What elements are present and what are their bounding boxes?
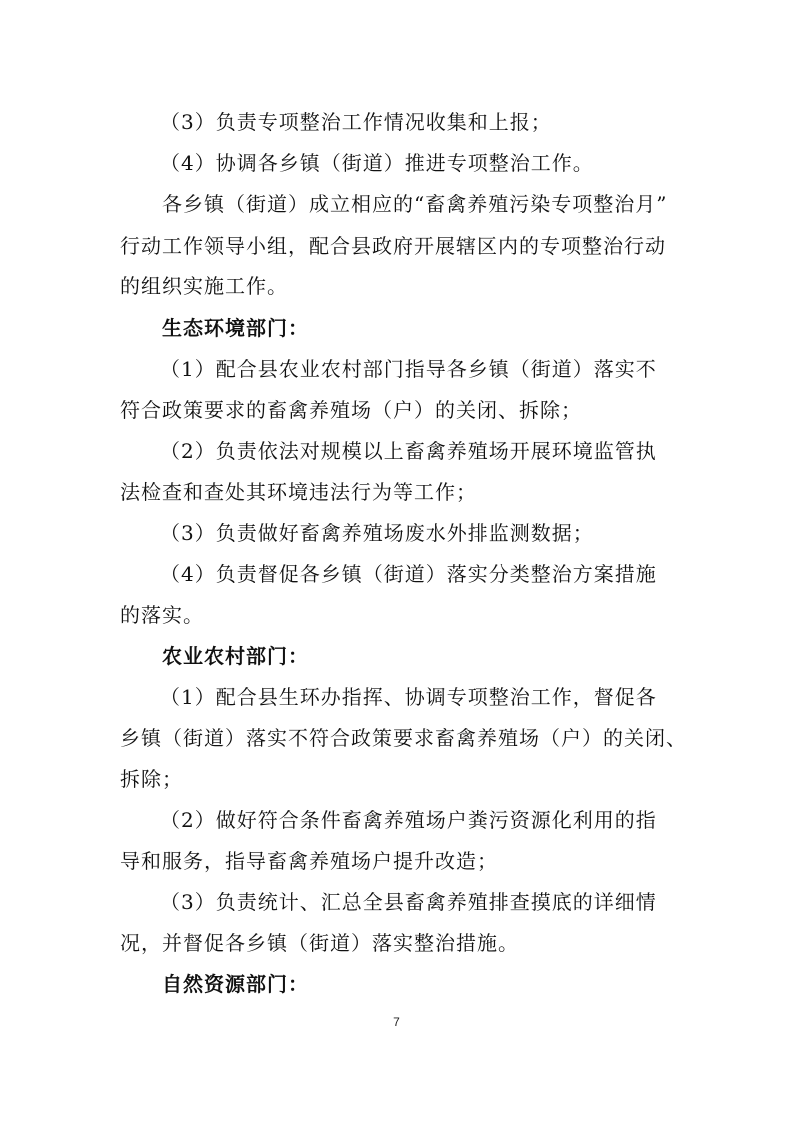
text-line: 况，并督促各乡镇（街道）落实整治措施。: [120, 931, 519, 955]
text-line: 法检查和查处其环境违法行为等工作；: [120, 480, 477, 504]
text-line: （1）配合县农业农村部门指导各乡镇（街道）落实不: [160, 357, 657, 381]
text-line: 的落实。: [120, 603, 204, 627]
text-line: 导和服务，指导畜禽养殖场户提升改造；: [120, 849, 498, 873]
text-line: （1）配合县生环办指挥、协调专项整治工作，督促各: [160, 685, 657, 709]
text-line: 乡镇（街道）落实不符合政策要求畜禽养殖场（户）的关闭、: [120, 726, 687, 750]
text-line: 行动工作领导小组，配合县政府开展辖区内的专项整治行动: [120, 234, 666, 258]
text-line: 拆除；: [120, 767, 183, 791]
text-line: （3）负责做好畜禽养殖场废水外排监测数据；: [160, 521, 594, 545]
section-heading: 农业农村部门：: [162, 644, 309, 668]
section-heading: 自然资源部门：: [162, 972, 309, 996]
text-line: 各乡镇（街道）成立相应的“畜禽养殖污染专项整治月”: [162, 192, 668, 216]
section-heading: 生态环境部门：: [162, 316, 309, 340]
page-number: 7: [393, 1015, 400, 1029]
text-line: （2）负责依法对规模以上畜禽养殖场开展环境监管执: [160, 439, 657, 463]
text-line: （2）做好符合条件畜禽养殖场户粪污资源化利用的指: [160, 808, 657, 832]
text-line: 的组织实施工作。: [120, 274, 288, 298]
text-line: 符合政策要求的畜禽养殖场（户）的关闭、拆除；: [120, 398, 582, 422]
text-line: （3）负责专项整治工作情况收集和上报；: [160, 110, 552, 134]
text-line: （4）负责督促各乡镇（街道）落实分类整治方案措施: [160, 562, 657, 586]
text-line: （3）负责统计、汇总全县畜禽养殖排查摸底的详细情: [160, 890, 657, 914]
text-line: （4）协调各乡镇（街道）推进专项整治工作。: [160, 151, 594, 175]
